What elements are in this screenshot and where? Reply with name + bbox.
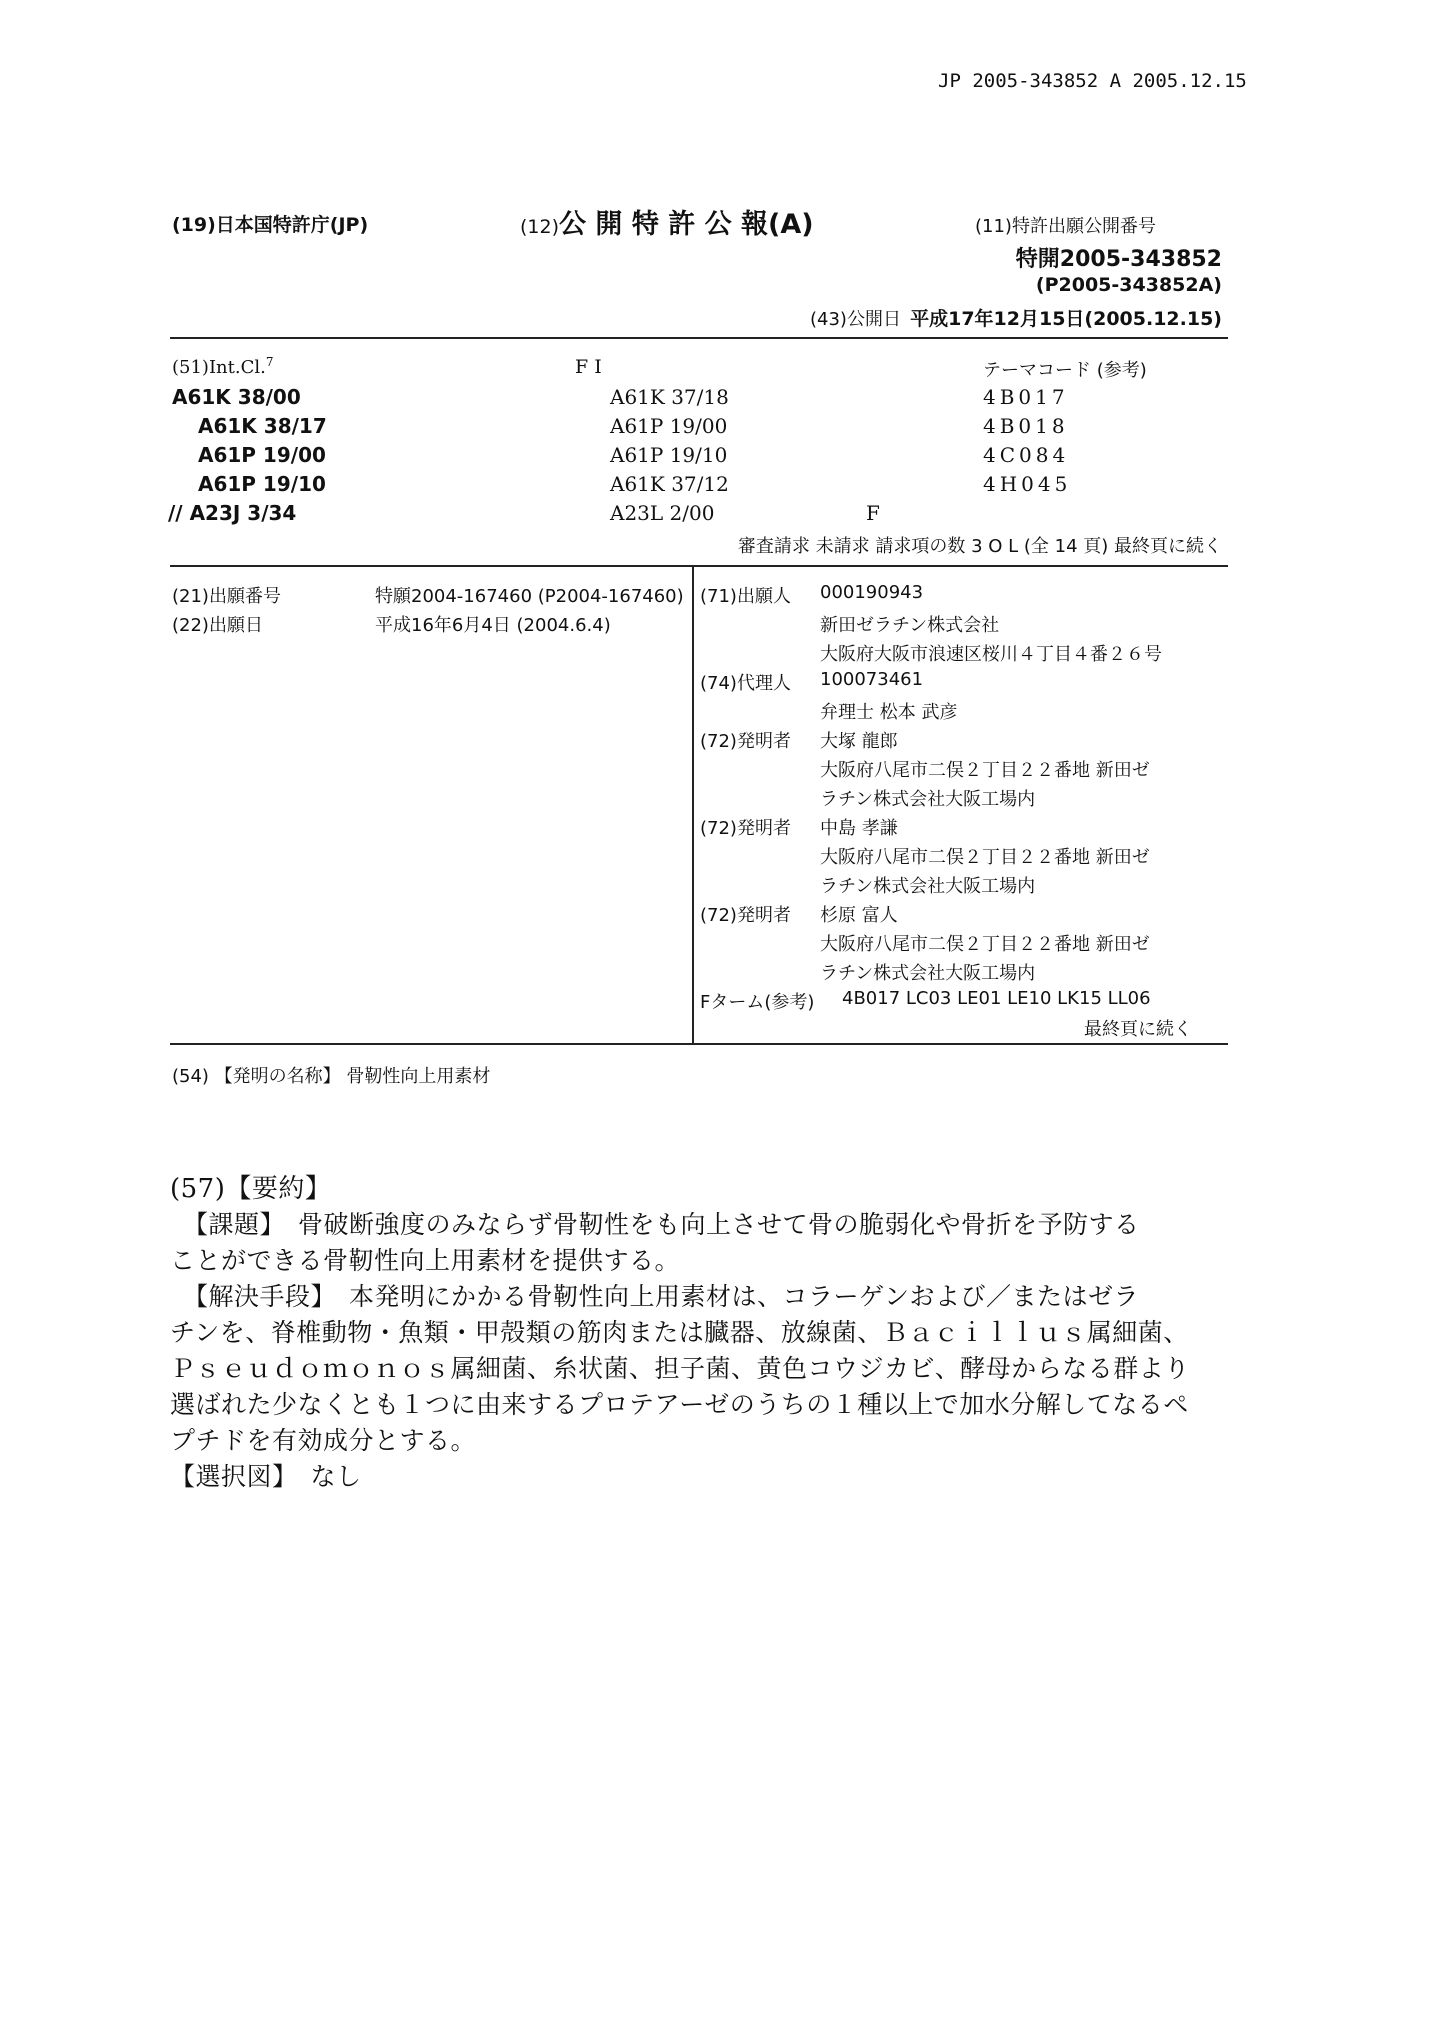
inventor-name: 大塚 龍郎 xyxy=(820,731,898,752)
application-date-label: (22)出願日 xyxy=(172,615,263,636)
abstract-line: 【課題】 骨破断強度のみならず骨靭性をも向上させて骨の脆弱化や骨折を予防する xyxy=(170,1210,1140,1239)
inventor-label: (72)発明者 xyxy=(700,731,791,752)
agent-label: (74)代理人 xyxy=(700,673,791,694)
abstract-line: 【選択図】 なし xyxy=(170,1462,362,1491)
abstract-heading: (57)【要約】 xyxy=(170,1174,332,1204)
inventor-address: 大阪府八尾市二俣２丁目２２番地 新田ゼ xyxy=(820,847,1150,868)
publication-date-label: (43)公開日 xyxy=(810,309,901,330)
applicant-name: 新田ゼラチン株式会社 xyxy=(820,615,1000,636)
publication-number: 特開2005-343852 xyxy=(1015,247,1222,272)
patent-office: (19)日本国特許庁(JP) xyxy=(172,214,369,236)
ipc-code: A61P 19/00 xyxy=(198,443,326,467)
abstract-line: 選ばれた少なくとも１つに由来するプロテアーゼのうちの１種以上で加水分解してなるペ xyxy=(170,1390,1189,1419)
abstract-line: 【解決手段】 本発明にかかる骨靭性向上用素材は、コラーゲンおよび／またはゼラ xyxy=(170,1282,1140,1311)
document-reference: JP 2005-343852 A 2005.12.15 xyxy=(938,70,1247,92)
fi-code: A61K 37/12 xyxy=(610,472,729,496)
inventor-label: (72)発明者 xyxy=(700,818,791,839)
application-date: 平成16年6月4日 (2004.6.4) xyxy=(375,615,611,636)
examination-line: 審査請求 未請求 請求項の数 3 O L (全 14 頁) 最終頁に続く xyxy=(737,536,1222,557)
abstract-line: チンを、脊椎動物・魚類・甲殻類の筋肉または臓器、放線菌、Ｂａｃｉｌｌｕｓ属細菌、 xyxy=(170,1318,1189,1347)
applicant-address: 大阪府大阪市浪速区桜川４丁目４番２６号 xyxy=(820,644,1162,665)
fi-suffix: F xyxy=(866,501,880,525)
application-number: 特願2004-167460 (P2004-167460) xyxy=(375,586,684,607)
theme-code: 4C084 xyxy=(983,443,1070,467)
fterm-continued: 最終頁に続く xyxy=(1084,1019,1192,1040)
inventor-label: (72)発明者 xyxy=(700,905,791,926)
publication-type-number: (12) xyxy=(520,216,560,238)
intcl-label-text: (51)Int.Cl. xyxy=(172,357,266,378)
column-divider xyxy=(692,566,694,1044)
intcl-superscript: 7 xyxy=(265,355,274,369)
theme-code: 4B018 xyxy=(983,414,1069,438)
ipc-code: A61K 38/17 xyxy=(198,414,327,438)
inventor-address: 大阪府八尾市二俣２丁目２２番地 新田ゼ xyxy=(820,760,1150,781)
application-number-label: (21)出願番号 xyxy=(172,586,281,607)
abstract-line: プチドを有効成分とする。 xyxy=(170,1426,477,1455)
publication-number-label: (11)特許出願公開番号 xyxy=(975,216,1156,237)
ipc-code: A61P 19/10 xyxy=(198,472,326,496)
inventor-address-cont: ラチン株式会社大阪工場内 xyxy=(820,789,1036,810)
fi-code: A23L 2/00 xyxy=(610,501,715,525)
invention-title: (54) 【発明の名称】 骨靭性向上用素材 xyxy=(172,1066,491,1087)
parties-divider xyxy=(170,1043,1228,1045)
inventor-address-cont: ラチン株式会社大阪工場内 xyxy=(820,963,1036,984)
fi-code: A61P 19/00 xyxy=(610,414,728,438)
agent-name: 弁理士 松本 武彦 xyxy=(820,702,958,723)
inventor-address: 大阪府八尾市二俣２丁目２２番地 新田ゼ xyxy=(820,934,1150,955)
publication-type-title: 公 開 特 許 公 報(A) xyxy=(559,209,814,240)
applicant-label: (71)出願人 xyxy=(700,586,791,607)
theme-code: 4H045 xyxy=(983,472,1072,496)
abstract-line: ことができる骨靭性向上用素材を提供する。 xyxy=(170,1246,681,1275)
intcl-label xyxy=(172,355,274,378)
fi-label: F I xyxy=(575,356,602,378)
inventor-address-cont: ラチン株式会社大阪工場内 xyxy=(820,876,1036,897)
inventor-name: 中島 孝謙 xyxy=(820,818,898,839)
publication-number-alt: (P2005-343852A) xyxy=(1035,274,1222,296)
fi-code: A61P 19/10 xyxy=(610,443,728,467)
theme-code-label: テーマコード (参考) xyxy=(983,360,1147,381)
publication-date: 平成17年12月15日(2005.12.15) xyxy=(910,308,1222,330)
abstract-line: Ｐｓｅｕｄｏｍｏｎｏｓ属細菌、糸状菌、担子菌、黄色コウジカビ、酵母からなる群より xyxy=(170,1354,1190,1383)
inventor-name: 杉原 富人 xyxy=(820,905,898,926)
applicant-code: 000190943 xyxy=(820,582,924,603)
fi-code: A61K 37/18 xyxy=(610,385,729,409)
fterm-label: Fターム(参考) xyxy=(700,992,815,1013)
agent-code: 100073461 xyxy=(820,669,924,690)
theme-code: 4B017 xyxy=(983,385,1069,409)
publication-type xyxy=(520,202,814,241)
fterm-value: 4B017 LC03 LE01 LE10 LK15 LL06 xyxy=(842,988,1151,1009)
header-divider xyxy=(170,337,1228,339)
ipc-code: // A23J 3/34 xyxy=(168,501,297,525)
classification-divider xyxy=(170,565,1228,567)
ipc-code: A61K 38/00 xyxy=(172,385,301,409)
